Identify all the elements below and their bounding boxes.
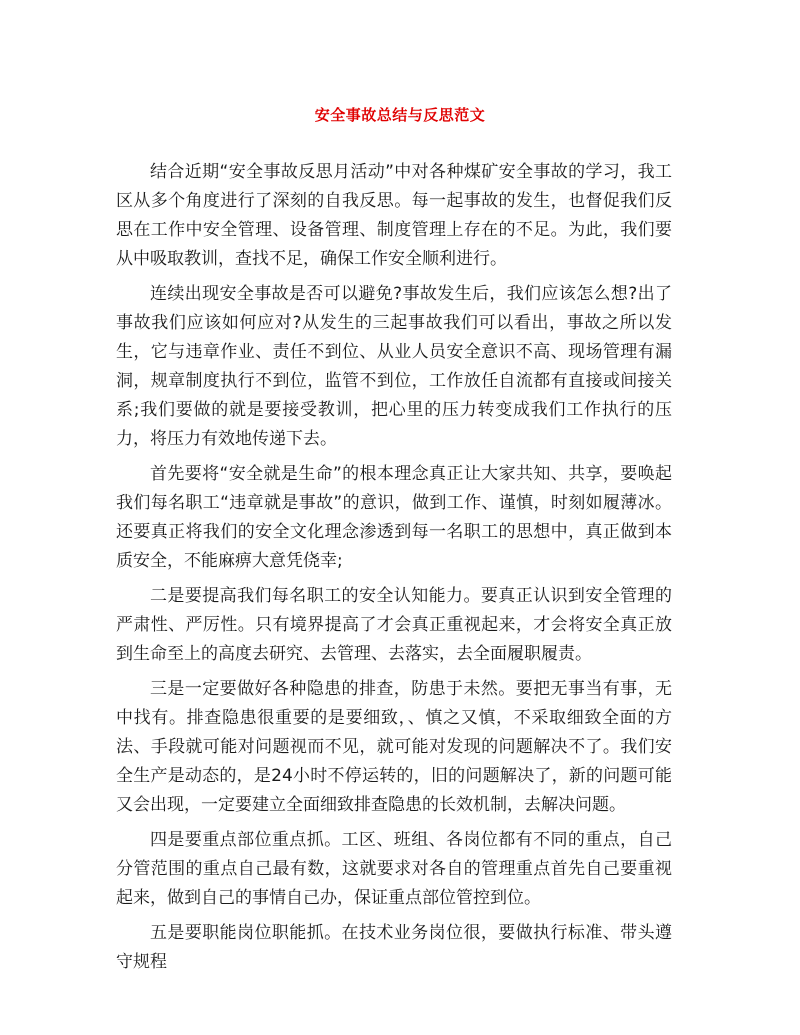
paragraph-3: 首先要将“安全就是生命”的根本理念真正让大家共知、共享，要唤起我们每名职工“违章就是事故”的意识，做到工作、谨慎，时刻如履薄冰。还要真正将我们的安全文化理念渗透到每一名职工的思想中，真正做到本质安全，不能麻痹大意凭侥幸; bbox=[116, 464, 672, 571]
document-body bbox=[116, 158, 672, 983]
document-title: 安全事故总结与反思范文 bbox=[314, 106, 486, 124]
paragraph-7: 五是要职能岗位职能抓。在技术业务岗位很，要做执行标准、带头遵守规程 bbox=[116, 923, 672, 972]
paragraph-4: 二是要提高我们每名职工的安全认知能力。要真正认识到安全管理的严肃性、严厉性。只有境界提高了才会真正重视起来，才会将安全真正放到生命至上的高度去研究、去管理、去落实，去全面履职履责。 bbox=[116, 586, 672, 664]
paragraph-1: 结合近期“安全事故反思月活动”中对各种煤矿安全事故的学习，我工区从多个角度进行了深刻的自我反思。每一起事故的发生，也督促我们反思在工作中安全管理、设备管理、制度管理上存在的不足。为此，我们要从中吸取教训，查找不足，确保工作安全顺利进行。 bbox=[116, 162, 672, 269]
paragraph-5: 三是一定要做好各种隐患的排查，防患于未然。要把无事当有事，无中找有。排查隐患很重要的是要细致，、慎之又慎，不采取细致全面的方法、手段就可能对问题视而不见，就可能对发现的问题解决不了。我们安全生产是动态的，是24小时不停运转的，旧的问题解决了，新的问题可能又会出现，一定要建立全面细致排查隐患的长效机制，去解决问题。 bbox=[116, 679, 672, 815]
paragraph-6: 四是要重点部位重点抓。工区、班组、各岗位都有不同的重点，自己分管范围的重点自己最有数，这就要求对各自的管理重点首先自己要重视起来，做到自己的事情自己办，保证重点部位管控到位。 bbox=[116, 830, 672, 908]
paragraph-2: 连续出现安全事故是否可以避免?事故发生后，我们应该怎么想?出了事故我们应该如何应对?从发生的三起事故我们可以看出，事故之所以发生，它与违章作业、责任不到位、从业人员安全意识不高、现场管理有漏洞，规章制度执行不到位，监管不到位，工作放任自流都有直接或间接关系;我们要做的就是要接受教训，把心里的压力转变成我们工作执行的压力，将压力有效地传递下去。 bbox=[116, 284, 672, 449]
